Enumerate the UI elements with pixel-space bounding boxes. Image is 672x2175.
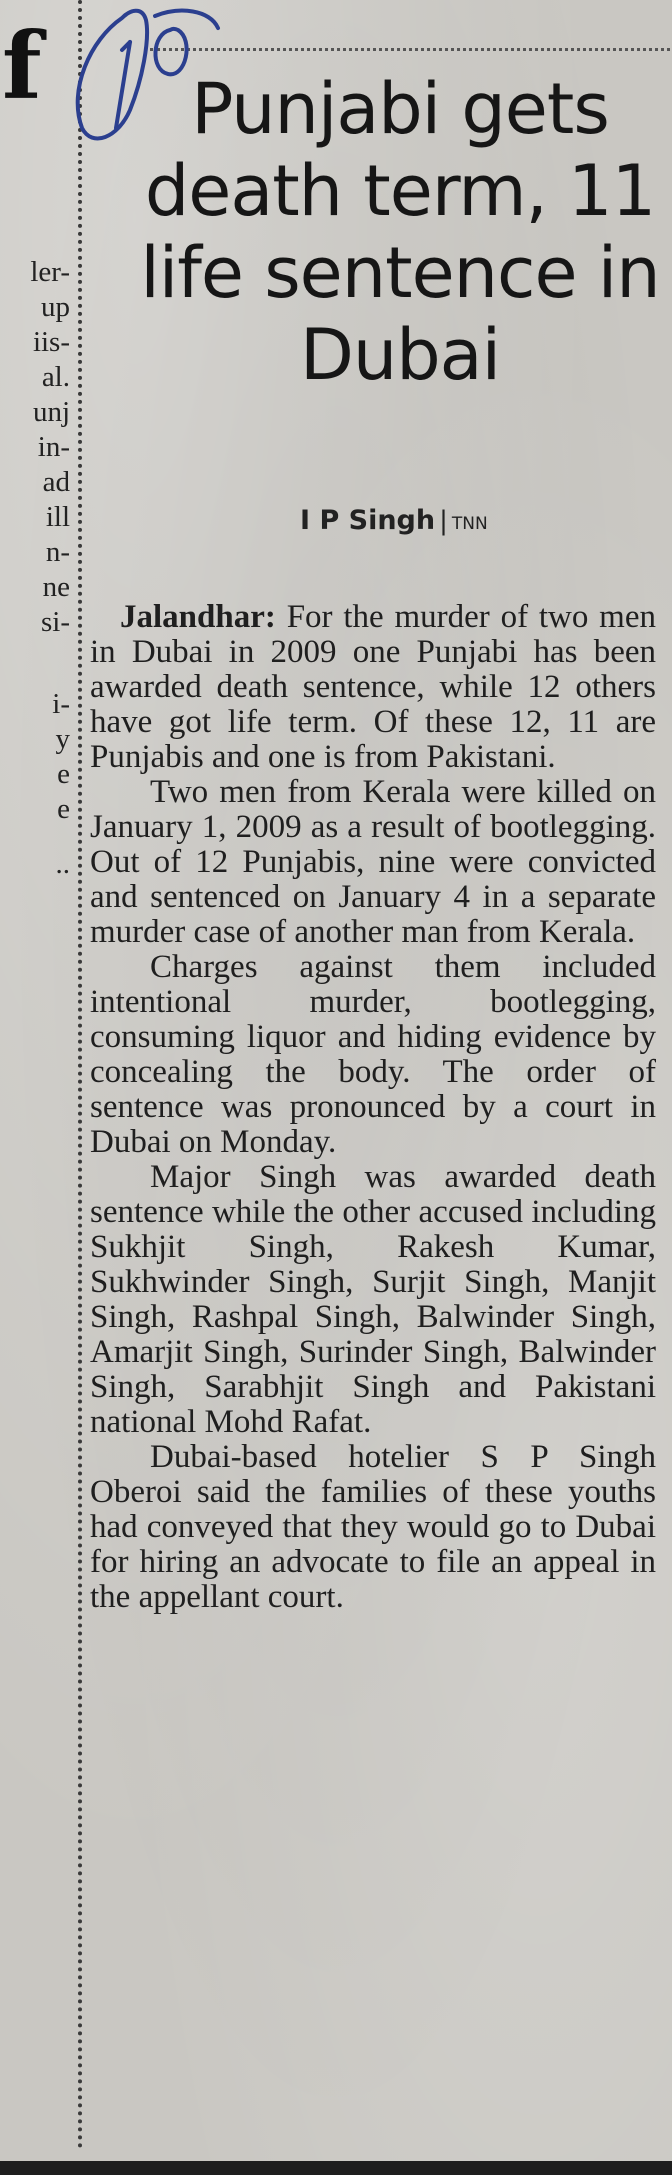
fragment-line: in-	[37, 431, 70, 463]
adjacent-column-fragment	[0, 0, 70, 2150]
byline-separator: |	[439, 506, 448, 536]
byline-author: I P Singh	[300, 505, 436, 536]
bottom-rule	[0, 2161, 672, 2175]
lead-text: For the murder of two men in Dubai in 2009 one Punjabi has been awarded death sentence, while 12 others have got life term. Of these 12, 11 are Punjabis and one is from Pakistani.	[90, 599, 656, 775]
dateline: Jalandhar:	[120, 599, 276, 635]
body-paragraph: Dubai-based hotelier S P Singh Oberoi said the families of these youths had conveyed that they would go to Dubai for hiring an advocate to file an appeal in the appellant court.	[90, 1439, 656, 1615]
column-divider	[78, 0, 82, 2150]
byline-agency: TNN	[451, 514, 488, 534]
fragment-line: n-	[45, 536, 70, 568]
fragment-line: unj	[32, 396, 70, 428]
body-paragraph: Major Singh was awarded death sentence while the other accused including Sukhjit Singh, Rakesh Kumar, Sukhwinder Singh, Surjit Singh, Manjit Singh, Rashpal Singh, Balwinder Singh, Amarjit Singh, Surinder Singh, Balwinder Singh, Sarabhjit Singh and Pakistani national Mohd Rafat.	[90, 1159, 656, 1440]
fragment-line: ad	[42, 466, 70, 498]
body-paragraph: Charges against them included intentional murder, bootlegging, consuming liquor and hiding evidence by concealing the body. The order of sentence was pronounced by a court in Dubai on Monday.	[90, 949, 656, 1160]
body-paragraph: Two men from Kerala were killed on January 1, 2009 as a result of bootlegging. Out of 12 Punjabis, nine were convicted and sentenced on January 4 in a separate murder case of another man from Kerala.	[90, 774, 656, 950]
fragment-line: e	[57, 758, 70, 790]
lead-paragraph	[90, 600, 656, 775]
headline: Punjabi gets death term, 11 life sentence in Dubai	[140, 68, 660, 396]
fragment-line: ..	[55, 848, 70, 880]
fragment-line: y	[55, 723, 70, 755]
fragment-line: ill	[45, 501, 70, 533]
fragment-line: si-	[41, 606, 70, 638]
fragment-line: ne	[42, 571, 70, 603]
fragment-line: al.	[41, 361, 70, 393]
fragment-line: ler-	[30, 256, 70, 288]
fragment-line: e	[57, 793, 70, 825]
fragment-line: i-	[52, 688, 70, 720]
fragment-line: iis-	[32, 326, 70, 358]
byline	[300, 505, 488, 536]
adjacent-drop-letter: f	[2, 12, 42, 120]
fragment-line: up	[41, 291, 70, 323]
article-body	[90, 600, 656, 1615]
